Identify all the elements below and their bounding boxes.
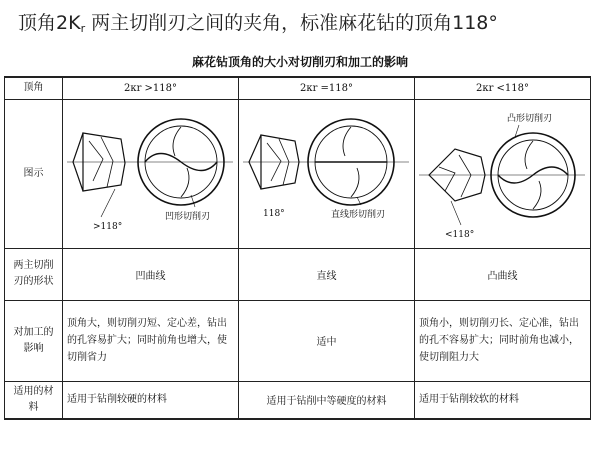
edge-label-large: 凹形切削刃: [165, 211, 211, 222]
row-header-material: 适用的材料: [5, 381, 63, 419]
drill-angle-table: [4, 76, 591, 420]
material-cell-large: 适用于钻削较硬的材料: [63, 381, 239, 419]
angle-cell-standard: 2κr =118°: [239, 77, 415, 99]
shape-cell-standard: 直线: [239, 248, 415, 300]
slide-heading: [18, 8, 498, 35]
heading-rest: 两主切削刃之间的夹角，标准麻花钻的顶角118°: [85, 12, 498, 34]
drill-diagram-standard: [239, 101, 414, 247]
figure-cell-standard: [239, 99, 415, 248]
table-caption: 麻花钻顶角的大小对切削刃和加工的影响: [191, 55, 408, 69]
row-header-figure: 图示: [5, 99, 63, 248]
row-header-angle: 顶角: [5, 77, 63, 99]
row-figure: [5, 99, 591, 248]
drill-end-view: [308, 119, 394, 205]
angle-leader: [451, 201, 461, 225]
shape-cell-large: 凹曲线: [63, 248, 239, 300]
row-angle: [5, 77, 591, 99]
row-header-shape: 两主切削刃的形状: [5, 248, 63, 300]
material-cell-small: 适用于钻削较软的材料: [415, 381, 591, 419]
drill-diagram-small: [415, 101, 590, 247]
material-cell-standard: 适用于钻削中等硬度的材料: [239, 381, 415, 419]
angle-leader: [101, 189, 115, 217]
edge-leader: [191, 195, 195, 207]
angle-cell-small: 2κr <118°: [415, 77, 591, 99]
row-material: [5, 381, 591, 419]
row-shape: [5, 248, 591, 300]
heading-subscript: r: [80, 22, 86, 35]
figure-cell-large: [63, 99, 239, 248]
angle-label-standard: 118°: [263, 208, 285, 219]
shape-cell-small: 凸曲线: [415, 248, 591, 300]
effect-cell-small: 顶角小，则切削刃长、定心准，钻出的孔不容易扩大；同时前角也减小，使切削阻力大: [415, 301, 591, 382]
row-header-effect: 对加工的影响: [5, 301, 63, 382]
figure-cell-small: [415, 99, 591, 248]
angle-cell-large: 2κr >118°: [63, 77, 239, 99]
angle-label-small: <118°: [445, 229, 475, 240]
heading-prefix: 顶角2K: [18, 12, 81, 34]
edge-label-standard: 直线形切削刃: [331, 209, 386, 220]
effect-cell-large: 顶角大，则切削刃短、定心差，钻出的孔容易扩大；同时前角也增大，使切削省力: [63, 301, 239, 382]
row-effect: [5, 301, 591, 382]
angle-label-large: >118°: [93, 221, 123, 232]
edge-label-small: 凸形切削刃: [507, 113, 553, 124]
drill-diagram-large: [63, 101, 238, 247]
effect-cell-standard: 适中: [239, 301, 415, 382]
